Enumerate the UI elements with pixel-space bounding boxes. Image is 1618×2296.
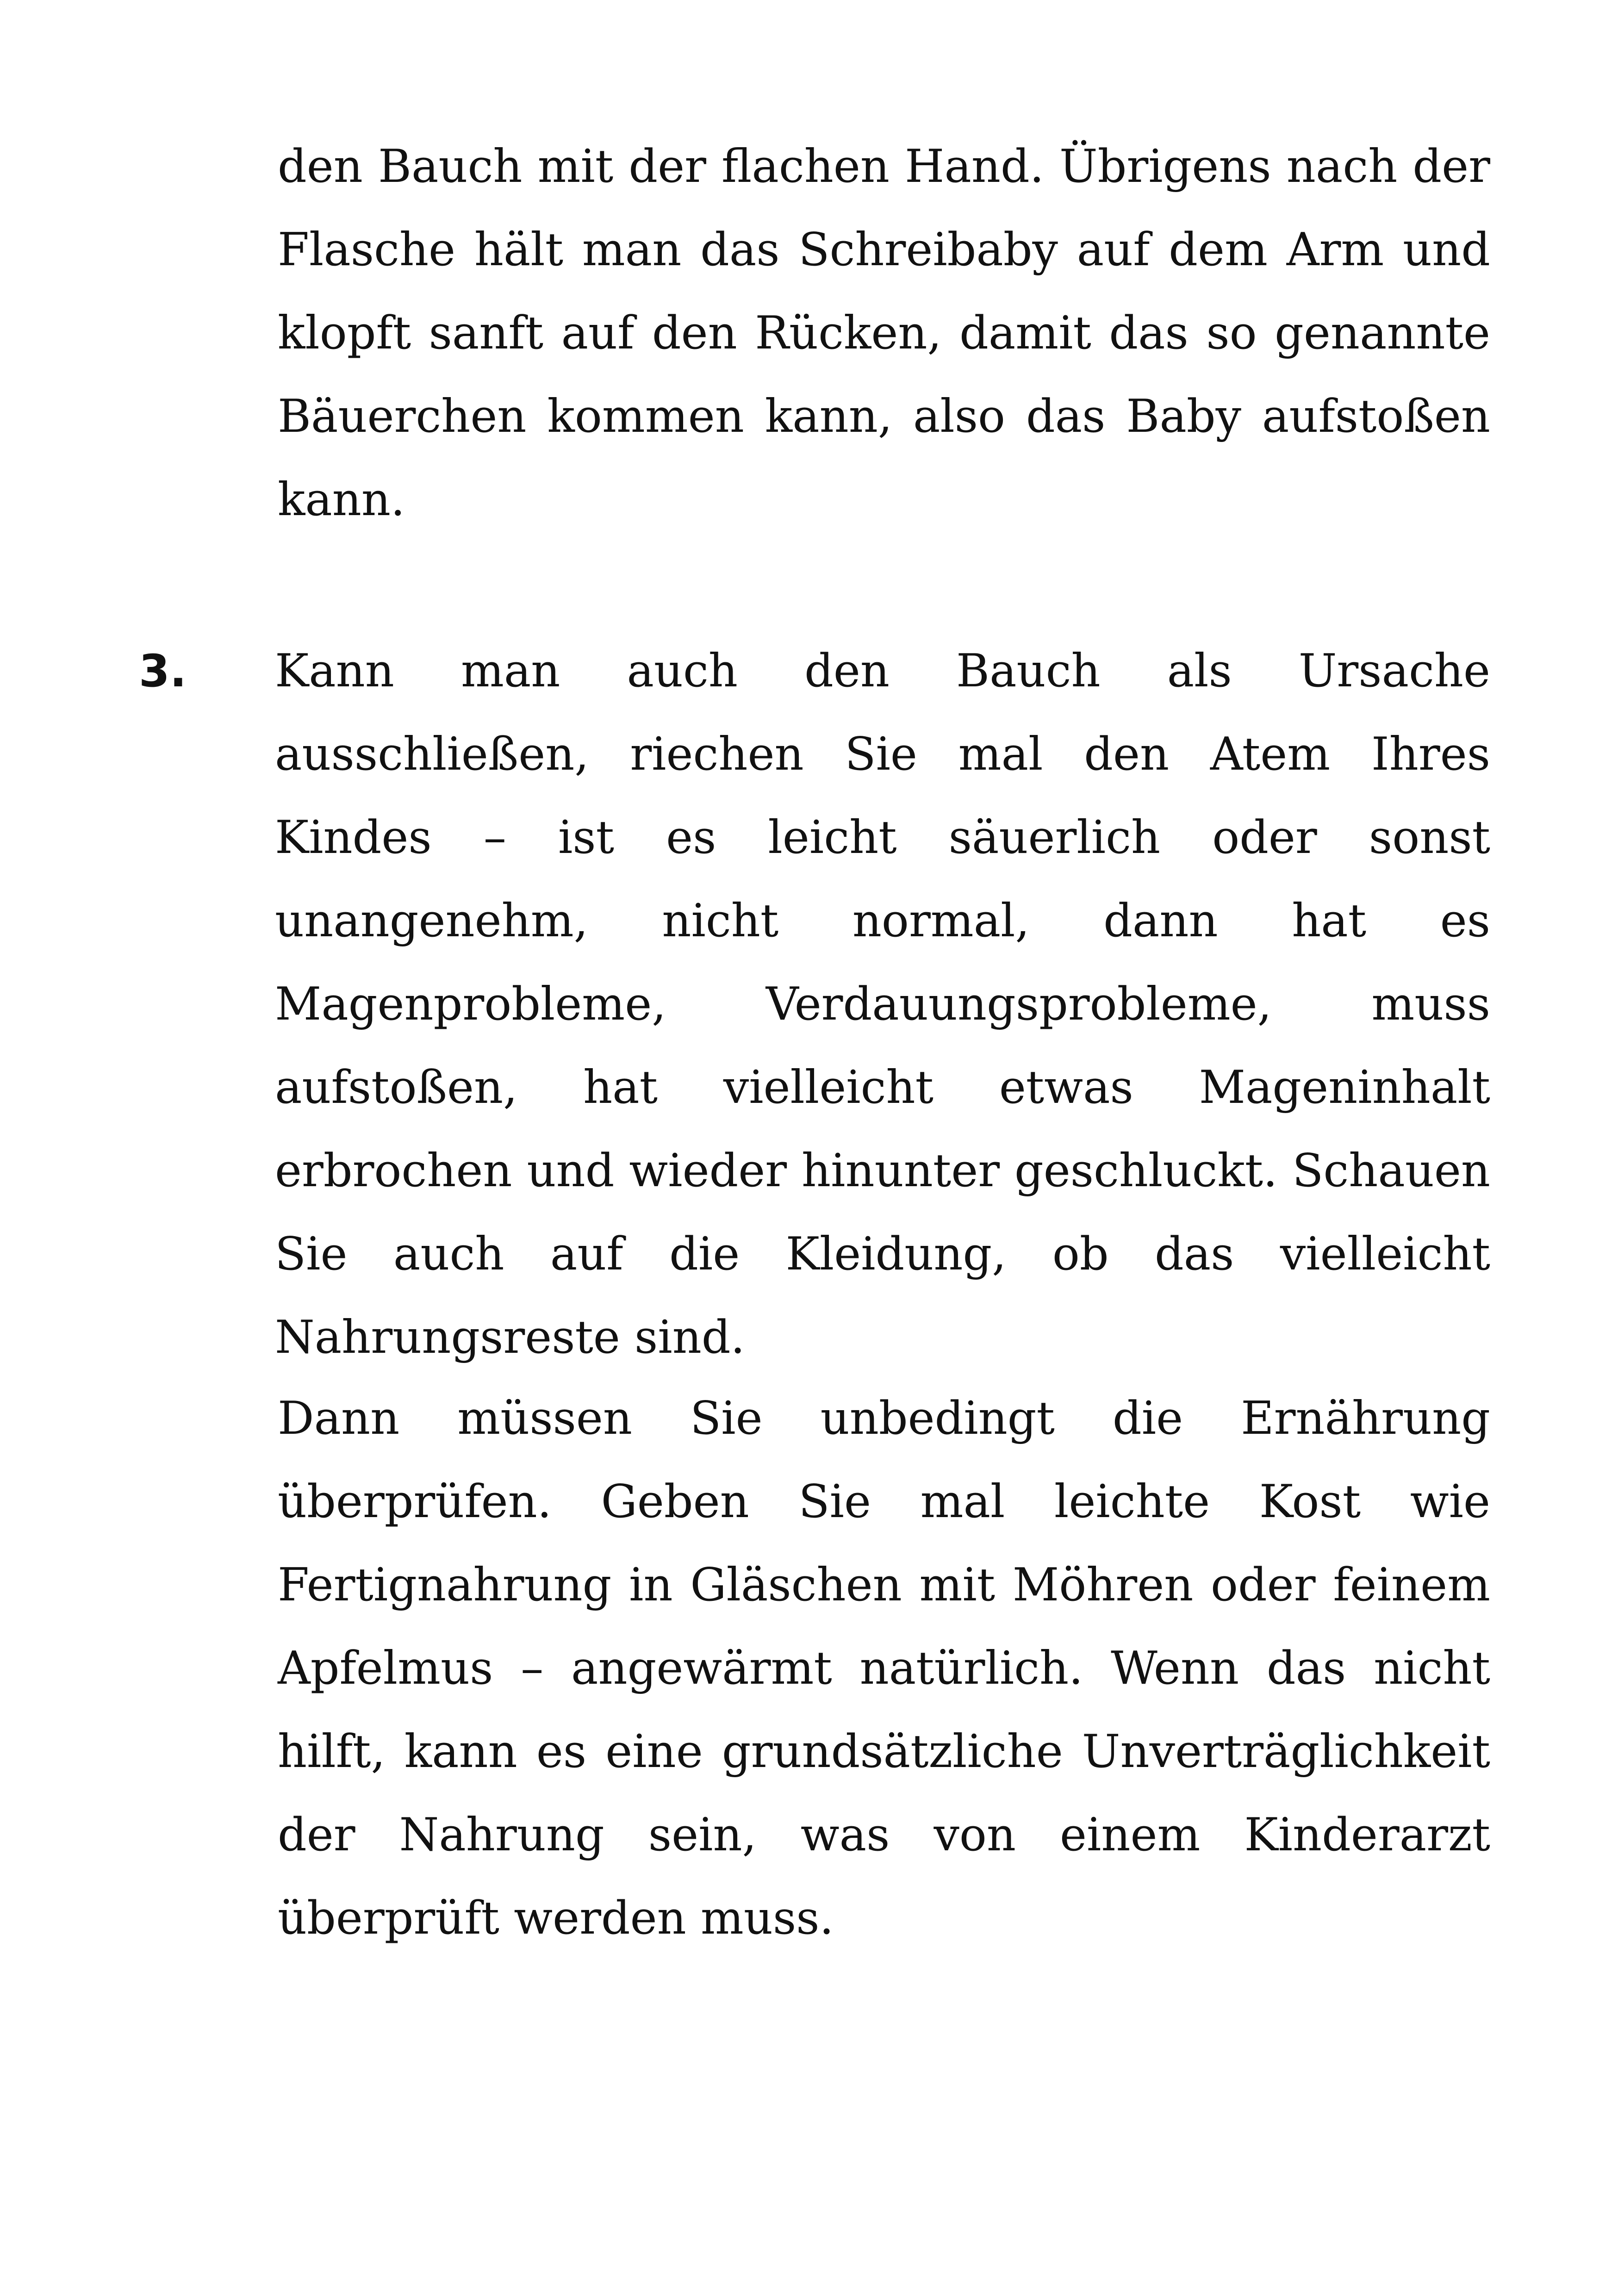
followup-paragraph: Dann müssen Sie unbedingt die Ernährung überprüfen. Geben Sie mal leichte Kost wie Fertignahrung in Gläschen mit Möhren oder feinem Apfelmus – angewärmt natürlich. Wenn das nicht hilft, kann es eine grundsätzliche Unverträglichkeit der Nahrung sein, was von einem Kinderarzt überprüft werden muss. [278, 1392, 1490, 1945]
continued-paragraph: den Bauch mit der flachen Hand. Übrigens nach der Flasche hält man das Schreibaby auf dem Arm und klopft sanft auf den Rücken, damit das so genannte Bäuerchen kommen kann, also das Baby aufstoßen kann. [278, 140, 1490, 526]
list-item-text: Kann man auch den Bauch als Ursache ausschließen, riechen Sie mal den Atem Ihres Kindes – ist es leicht säuerlich oder sonst unangenehm, nicht normal, dann hat es Magenprobleme, Verdauungsprobleme, muss aufstoßen, hat vielleicht etwas Mageninhalt erbrochen und wieder hinunter geschluckt. Schauen Sie auch auf die Kleidung, ob das vielleicht Nahrungsreste sind. [275, 645, 1490, 1364]
list-item-number: 3. [139, 645, 187, 697]
